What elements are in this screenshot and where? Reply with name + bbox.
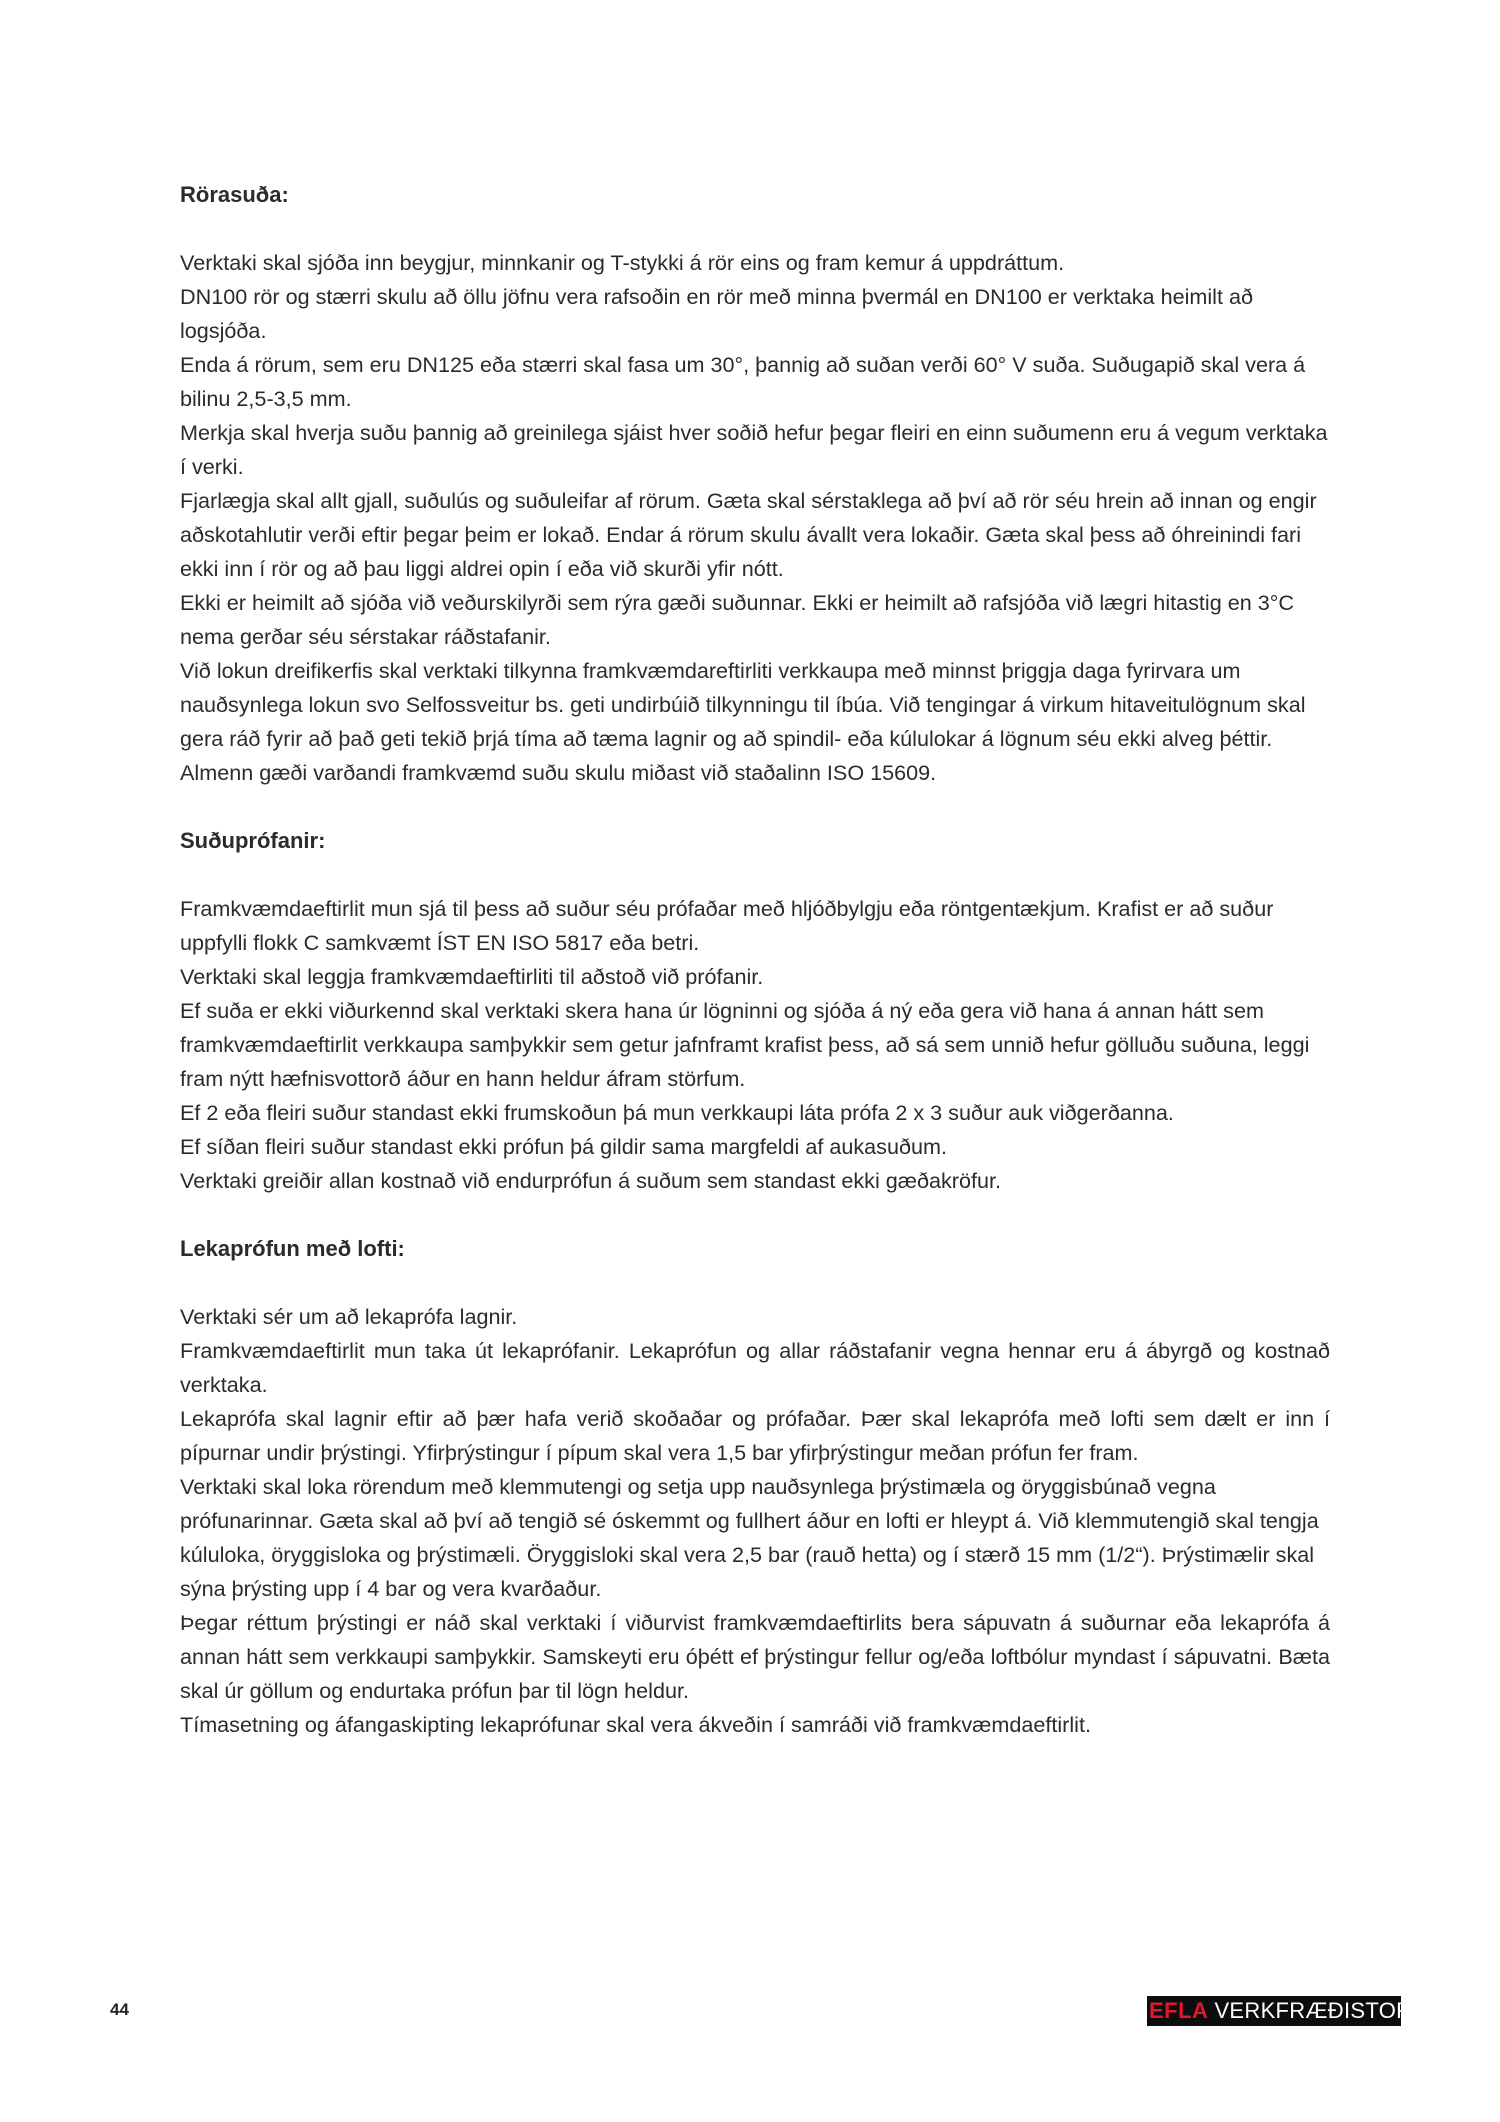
paragraph: Ef suða er ekki viðurkennd skal verktaki skera hana úr lögninni og sjóða á ný eða gera við hana á annan hátt sem framkvæmdaeftirlit verkkaupa samþykkir sem getur jafnframt krafist þess, að sá sem unnið hefur gölluðu suðuna, leggi fram nýtt hæfnisvottorð áður en hann heldur áfram störfum. [180, 998, 1310, 1091]
paragraph: Verktaki skal leggja framkvæmdaeftirliti til aðstoð við prófanir. [180, 964, 764, 989]
paragraph: Almenn gæði varðandi framkvæmd suðu skulu miðast við staðalinn ISO 15609. [180, 760, 937, 785]
paragraph: DN100 rör og stærri skulu að öllu jöfnu vera rafsoðin en rör með minna þvermál en DN100 er verktaka heimilt að logsjóða. [180, 284, 1253, 343]
paragraph: Ekki er heimilt að sjóða við veðurskilyrði sem rýra gæði suðunnar. Ekki er heimilt að rafsjóða við lægri hitastig en 3°C nema gerðar séu sérstakar ráðstafanir. [180, 590, 1294, 649]
paragraph: Lekaprófa skal lagnir eftir að þær hafa verið skoðaðar og prófaðar. Þær skal lekaprófa með lofti sem dælt er inn í pípurnar undir þrýstingi. Yfirþrýstingur í pípum skal vera 1,5 bar yfirþrýstingur meðan prófun fer fram. [180, 1406, 1330, 1465]
section-air-leak-test [180, 1232, 1330, 1742]
page-number: 44 [110, 2000, 129, 2019]
paragraph: Ef síðan fleiri suður standast ekki prófun þá gildir sama margfeldi af aukasuðum. [180, 1134, 947, 1159]
paragraph: Við lokun dreifikerfis skal verktaki tilkynna framkvæmdareftirliti verkkaupa með minnst þriggja daga fyrirvara um nauðsynlega lokun svo Selfossveitur bs. geti undirbúið tilkynningu til íbúa. Við tengingar á virkum hitaveitulögnum skal gera ráð fyrir að það geti tekið þrjá tíma að tæma lagnir og að spindil- eða kúlulokar á lögnum séu ekki alveg þéttir. [180, 658, 1306, 751]
efla-logo [1147, 1996, 1424, 2026]
section-title: Lekaprófun með lofti: [180, 1236, 405, 1261]
section-title: Suðuprófanir: [180, 828, 326, 853]
paragraph: Verktaki skal sjóða inn beygjur, minnkanir og T-stykki á rör eins og fram kemur á uppdráttum. [180, 250, 1065, 275]
paragraph: Verktaki skal loka rörendum með klemmutengi og setja upp nauðsynlega þrýstimæla og öryggisbúnað vegna prófunarinnar. Gæta skal að því að tengið sé óskemmt og fullhert áður en lofti er hleypt á. Við klemmutengið skal tengja kúluloka, öryggisloka og þrýstimæli. Öryggisloki skal vera 2,5 bar (rauð hetta) og í stærð 15 mm (1/2“). Þrýstimælir skal sýna þrýsting upp í 4 bar og vera kvarðaður. [180, 1474, 1319, 1601]
paragraph: Verktaki greiðir allan kostnað við endurprófun á suðum sem standast ekki gæðakröfur. [180, 1168, 1002, 1193]
logo-brand: EFLA [1149, 1998, 1209, 2023]
paragraph: Enda á rörum, sem eru DN125 eða stærri skal fasa um 30°, þannig að suðan verði 60° V suða. Suðugapið skal vera á bilinu 2,5-3,5 mm. [180, 352, 1306, 411]
paragraph: Ef 2 eða fleiri suður standast ekki frumskoðun þá mun verkkaupi láta prófa 2 x 3 suður auk viðgerðanna. [180, 1100, 1174, 1125]
section-title: Rörasuða: [180, 182, 289, 207]
paragraph: Merkja skal hverja suðu þannig að greinilega sjáist hver soðið hefur þegar fleiri en einn suðumenn eru á vegum verktaka í verki. [180, 420, 1328, 479]
paragraph: Verktaki sér um að lekaprófa lagnir. [180, 1304, 518, 1329]
section-weld-testing [180, 824, 1330, 1198]
section-pipe-welding [180, 178, 1330, 790]
paragraph: Framkvæmdaeftirlit mun sjá til þess að suður séu prófaðar með hljóðbylgju eða röntgentækjum. Krafist er að suður uppfylli flokk C samkvæmt ÍST EN ISO 5817 eða betri. [180, 896, 1274, 955]
paragraph: Þegar réttum þrýstingi er náð skal verktaki í viðurvist framkvæmdaeftirlits bera sápuvatn á suðurnar eða lekaprófa á annan hátt sem verkkaupi samþykkir. Samskeyti eru óþétt ef þrýstingur fellur og/eða loftbólur myndast í sápuvatni. Bæta skal úr göllum og endurtaka prófun þar til lögn heldur. [180, 1610, 1330, 1703]
logo-subtitle: VERKFRÆÐISTOFA [1214, 1998, 1424, 2023]
document-body [180, 178, 1330, 1776]
paragraph: Framkvæmdaeftirlit mun taka út lekaprófanir. Lekaprófun og allar ráðstafanir vegna hennar eru á ábyrgð og kostnað verktaka. [180, 1338, 1330, 1397]
paragraph: Tímasetning og áfangaskipting lekaprófunar skal vera ákveðin í samráði við framkvæmdaeftirlit. [180, 1712, 1091, 1737]
paragraph: Fjarlægja skal allt gjall, suðulús og suðuleifar af rörum. Gæta skal sérstaklega að því að rör séu hrein að innan og engir aðskotahlutir verði eftir þegar þeim er lokað. Endar á rörum skulu ávallt vera lokaðir. Gæta skal þess að óhreinindi fari ekki inn í rör og að þau liggi aldrei opin í eða við skurði yfir nótt. [180, 488, 1317, 581]
